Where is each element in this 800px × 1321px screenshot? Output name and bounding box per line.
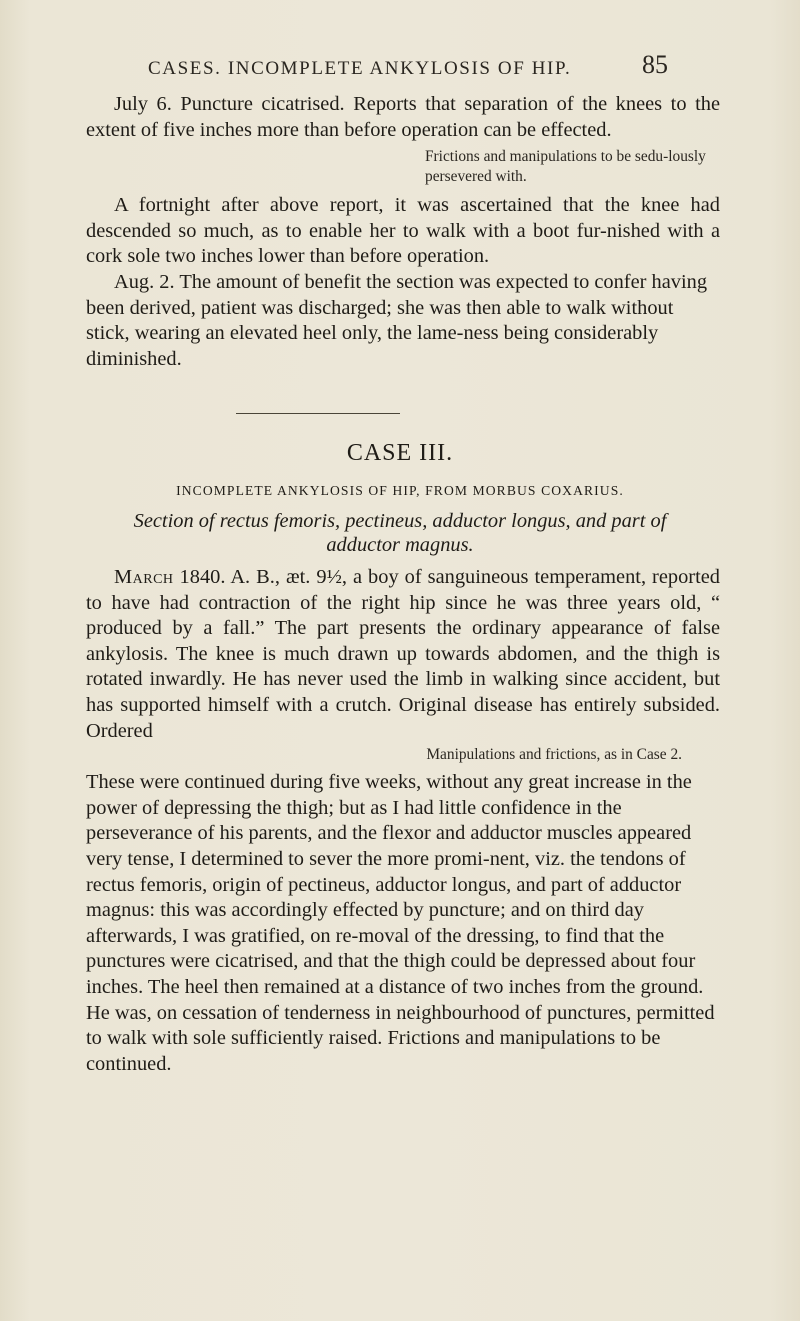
paragraph-march-1840 <box>86 565 720 744</box>
paragraph-march-body: 1840. A. B., æt. 9½, a boy of sanguineous temperament, reported to have had contraction of the right hip since he was three years old, “ produced by a fall.” The part presents the ordinary appearance of false ankylosis. The knee is much drawn up towards abdomen, and the thigh is rotated inwardly. He has never used the limb in walking since accident, but has supported himself with a crutch. Original disease has entirely subsided. Ordered <box>86 566 720 742</box>
side-note-manipulations: Manipulations and frictions, as in Case 2. <box>426 746 682 764</box>
date-lead: March <box>114 566 174 588</box>
case-section-description: Section of rectus femoris, pectineus, adductor longus, and part of adductor magnus. <box>133 510 667 556</box>
paragraph-fortnight: A fortnight after above report, it was ascertained that the knee had descended so much, as to enable her to walk with a boot fur-nished with a cork sole two inches lower than before operation. <box>86 194 720 268</box>
section-divider <box>236 413 400 414</box>
side-note-frictions: Frictions and manipulations to be sedu-lously persevered with. <box>425 148 706 186</box>
paragraph-continued: These were continued during five weeks, without any great increase in the power of depressing the thigh; but as I had little confidence in the perseverance of his parents, and the flexor and adductor muscles appeared very tense, I determined to sever the more promi-nent, viz. the tendons of rectus femoris, origin of pectineus, adductor longus, and part of adductor magnus: this was accordingly effected by puncture; and on third day afterwards, I was gratified, on re-moval of the dressing, to find that the punctures were cicatrised, and that the thigh could be depressed about four inches. The heel then remained at a distance of two inches from the ground. He was, on cessation of tenderness in neighbourhood of punctures, permitted to walk with sole sufficiently raised. Frictions and manipulations to be continued. <box>86 771 715 1075</box>
paragraph-aug-2: Aug. 2. The amount of benefit the section was expected to confer having been derived, patient was discharged; she was then able to walk without stick, wearing an elevated heel only, the lame-ness being considerably diminished. <box>86 270 708 370</box>
case-text-block <box>86 565 720 1077</box>
paragraph-july-6: July 6. Puncture cicatrised. Reports that separation of the knees to the extent of five inches more than before operation can be effected. <box>86 93 720 141</box>
case-subtitle: INCOMPLETE ANKYLOSIS OF HIP, FROM MORBUS COXARIUS. <box>176 483 624 498</box>
case-heading: CASE III. <box>346 440 454 466</box>
running-head-title: CASES. INCOMPLETE ANKYLOSIS OF HIP. <box>148 58 572 79</box>
top-text-block <box>86 92 720 372</box>
page-number: 85 <box>642 50 668 79</box>
